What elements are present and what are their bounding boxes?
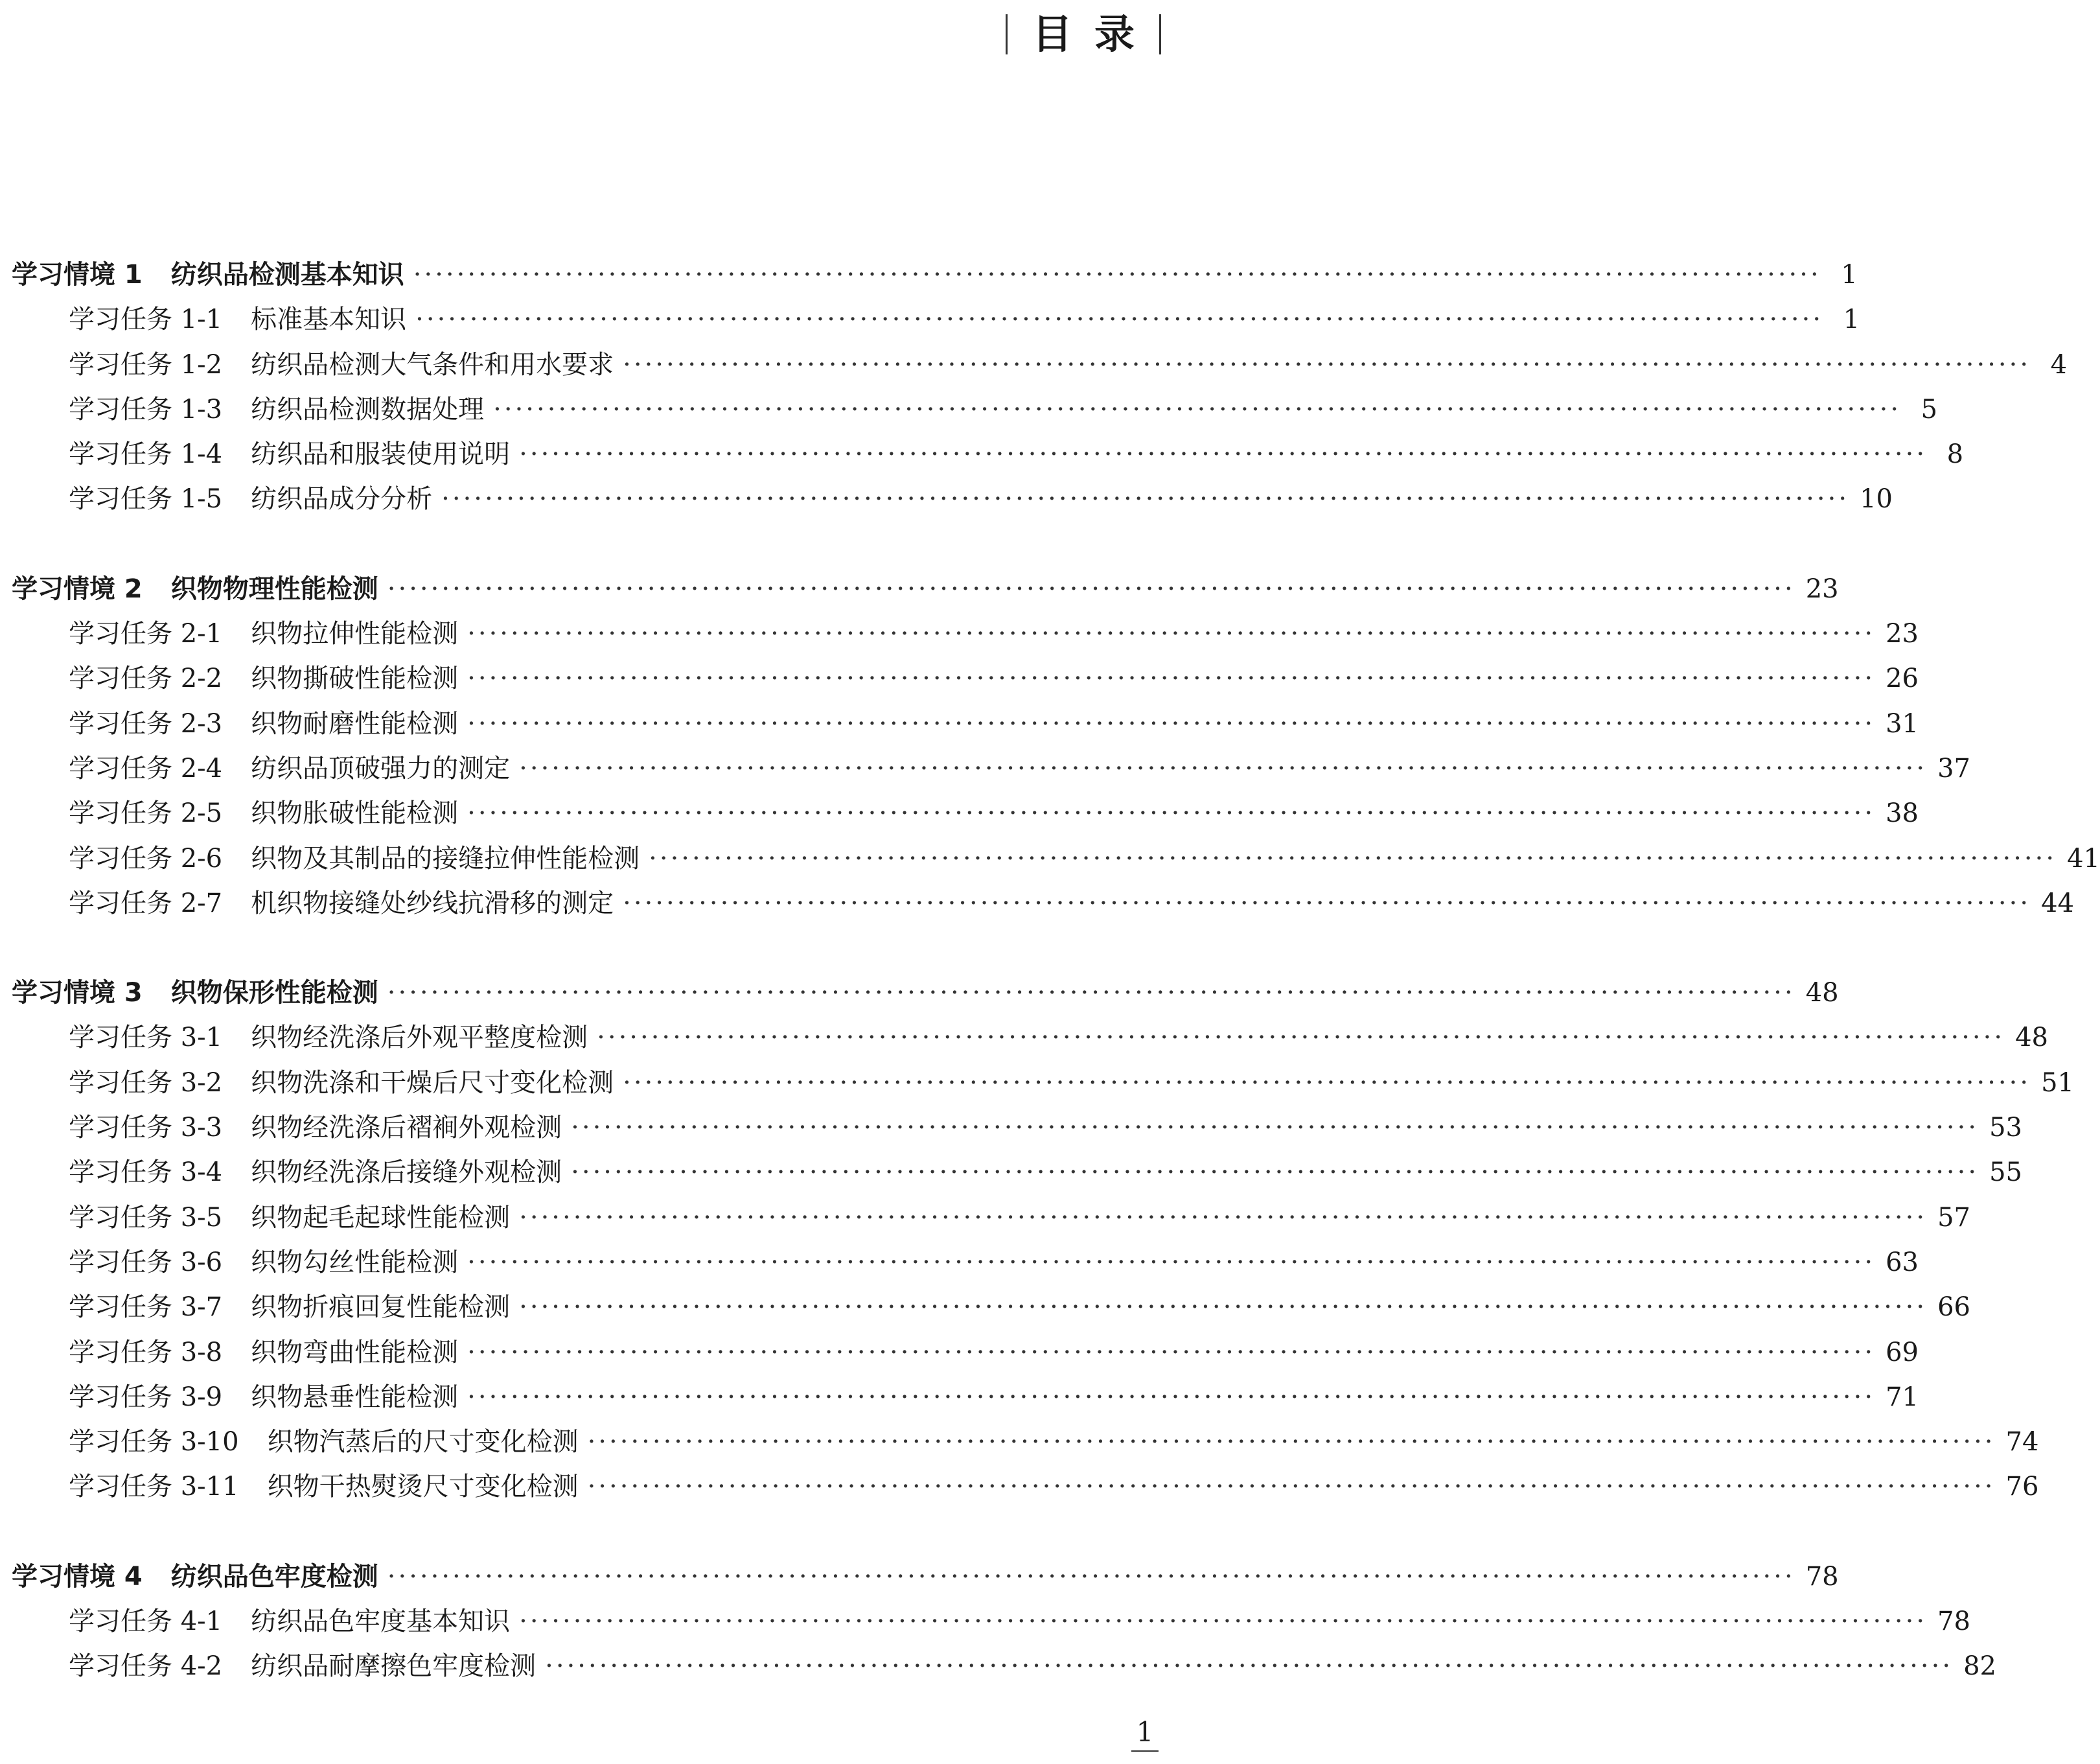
toc-task-page: 4 <box>2050 349 2068 380</box>
toc-task-page: 69 <box>1886 1337 1919 1367</box>
toc-task-number: 学习任务 2-2 <box>69 664 223 694</box>
toc-task[interactable] <box>12 837 2100 881</box>
toc-chapter-page: 48 <box>1805 978 1839 1008</box>
dot-leader: ·································································································································· <box>413 260 1821 290</box>
toc-task[interactable] <box>12 1015 2048 1060</box>
toc-task-title: 织物经洗涤后褶裥外观检测 <box>251 1113 562 1143</box>
toc-task-number: 学习任务 2-3 <box>69 708 223 739</box>
toc-task-title: 织物勾丝性能检测 <box>251 1247 459 1277</box>
toc-task-title: 织物悬垂性能检测 <box>251 1382 459 1412</box>
toc-task[interactable] <box>12 1330 1919 1375</box>
toc-chapter-number: 学习情境 4 <box>12 1561 143 1592</box>
toc-task-title: 织物胀破性能检测 <box>251 798 459 829</box>
toc-task-page: 44 <box>2041 888 2074 918</box>
toc-task-page: 41 <box>2067 843 2100 874</box>
toc-task-page: 8 <box>1946 439 1964 470</box>
toc-task[interactable] <box>12 1375 1919 1420</box>
dot-leader: ·································································································································· <box>623 888 2031 918</box>
toc-task-title: 织物洗涤和干燥后尺寸变化检测 <box>251 1067 614 1098</box>
table-of-contents <box>12 253 2100 1734</box>
toc-task[interactable] <box>12 791 1919 836</box>
toc-task-title: 织物拉伸性能检测 <box>251 619 459 649</box>
dot-leader: ·································································································································· <box>519 1607 1928 1637</box>
dot-leader: ·································································································································· <box>623 349 2031 380</box>
toc-chapter-title: 纺织品色牢度检测 <box>170 1561 378 1592</box>
toc-task[interactable] <box>12 477 1893 522</box>
toc-task-page: 31 <box>1886 708 1919 739</box>
dot-leader: ·································································································································· <box>415 305 1824 335</box>
toc-task[interactable] <box>12 1061 2074 1106</box>
toc-task-title: 织物撕破性能检测 <box>251 664 459 694</box>
toc-task[interactable] <box>12 1196 1970 1240</box>
toc-chapter-title: 织物物理性能检测 <box>170 574 378 604</box>
dot-leader: ·································································································································· <box>587 1472 1996 1502</box>
header-right-rule <box>1159 14 1161 54</box>
toc-task[interactable] <box>12 1240 1919 1285</box>
toc-task-page: 1 <box>1843 305 1860 335</box>
toc-task-title: 织物弯曲性能检测 <box>251 1337 459 1367</box>
toc-task-number: 学习任务 4-1 <box>69 1607 223 1637</box>
toc-task-number: 学习任务 1-4 <box>69 439 223 470</box>
page-title: 目录 <box>1032 10 1157 58</box>
toc-section <box>12 1555 1996 1689</box>
dot-leader: ·································································································································· <box>387 574 1795 604</box>
toc-task-page: 76 <box>2005 1472 2039 1502</box>
toc-chapter-number: 学习情境 1 <box>12 260 143 290</box>
toc-task-title: 纺织品检测数据处理 <box>251 394 485 424</box>
dot-leader: ·································································································································· <box>519 1202 1928 1233</box>
toc-task-title: 织物汽蒸后的尺寸变化检测 <box>267 1427 579 1457</box>
dot-leader: ·································································································································· <box>467 1382 1876 1412</box>
toc-task-title: 织物干热熨烫尺寸变化检测 <box>267 1472 579 1502</box>
toc-task[interactable] <box>12 747 1970 791</box>
dot-leader: ·································································································································· <box>387 978 1795 1008</box>
toc-task-title: 织物耐磨性能检测 <box>251 708 459 739</box>
dot-leader: ·································································································································· <box>623 1067 2031 1098</box>
toc-chapter-page: 1 <box>1841 260 1858 290</box>
toc-task-title: 纺织品顶破强力的测定 <box>251 753 511 783</box>
toc-task-page: 55 <box>1989 1157 2022 1188</box>
toc-task-number: 学习任务 3-6 <box>69 1247 223 1277</box>
toc-task-title: 机织物接缝处纱线抗滑移的测定 <box>251 888 614 918</box>
dot-leader: ·································································································································· <box>467 708 1876 739</box>
toc-task-title: 标准基本知识 <box>251 305 407 335</box>
toc-task[interactable] <box>12 297 1860 342</box>
page-number: 1 <box>1136 1716 1154 1748</box>
toc-task-page: 51 <box>2041 1067 2074 1098</box>
toc-section <box>12 971 2074 1510</box>
toc-task-page: 38 <box>1886 798 1919 829</box>
toc-task-number: 学习任务 3-10 <box>69 1427 239 1457</box>
dot-leader: ·································································································································· <box>467 1337 1876 1367</box>
toc-task-title: 纺织品和服装使用说明 <box>251 439 511 470</box>
toc-task[interactable] <box>12 343 2068 388</box>
toc-task[interactable] <box>12 702 1919 747</box>
toc-task-number: 学习任务 3-7 <box>69 1292 223 1323</box>
dot-leader: ·································································································································· <box>587 1427 1996 1457</box>
toc-task-page: 53 <box>1989 1113 2022 1143</box>
dot-leader: ·································································································································· <box>467 1247 1876 1277</box>
toc-task-page: 5 <box>1921 394 1938 424</box>
toc-task-number: 学习任务 3-4 <box>69 1157 223 1188</box>
toc-chapter-number: 学习情境 3 <box>12 978 143 1008</box>
dot-leader: ·································································································································· <box>571 1113 1979 1143</box>
toc-task-title: 织物及其制品的接缝拉伸性能检测 <box>251 843 640 874</box>
toc-task-page: 57 <box>1937 1202 1970 1233</box>
toc-task-title: 纺织品耐摩擦色牢度检测 <box>251 1651 537 1682</box>
dot-leader: ·································································································································· <box>519 753 1928 783</box>
toc-task-number: 学习任务 1-2 <box>69 349 223 380</box>
toc-task-page: 48 <box>2015 1023 2048 1053</box>
toc-task-title: 纺织品色牢度基本知识 <box>251 1607 511 1637</box>
toc-chapter-page: 23 <box>1805 574 1839 604</box>
toc-task-number: 学习任务 4-2 <box>69 1651 223 1682</box>
dot-leader: ·································································································································· <box>441 484 1850 515</box>
toc-task[interactable] <box>12 1106 2022 1150</box>
dot-leader: ·································································································································· <box>545 1651 1954 1682</box>
dot-leader: ·································································································································· <box>467 619 1876 649</box>
toc-chapter[interactable] <box>12 567 1839 612</box>
toc-task[interactable] <box>12 881 2074 926</box>
toc-task-number: 学习任务 3-9 <box>69 1382 223 1412</box>
toc-task-page: 10 <box>1860 484 1893 515</box>
toc-task-page: 74 <box>2005 1427 2039 1457</box>
toc-task[interactable] <box>12 656 1919 701</box>
toc-section <box>12 567 2100 926</box>
toc-chapter[interactable] <box>12 1555 1839 1599</box>
dot-leader: ·································································································································· <box>519 1292 1928 1323</box>
toc-task[interactable] <box>12 1420 2039 1465</box>
toc-task-number: 学习任务 3-3 <box>69 1113 223 1143</box>
toc-task-page: 66 <box>1937 1292 1970 1323</box>
toc-task-number: 学习任务 3-1 <box>69 1023 223 1053</box>
toc-chapter-page: 78 <box>1805 1561 1839 1592</box>
toc-task-title: 织物经洗涤后接缝外观检测 <box>251 1157 562 1188</box>
toc-task-title: 织物折痕回复性能检测 <box>251 1292 511 1323</box>
toc-chapter[interactable] <box>12 253 1858 297</box>
toc-chapter-title: 织物保形性能检测 <box>170 978 378 1008</box>
toc-task-page: 71 <box>1886 1382 1919 1412</box>
toc-task[interactable] <box>12 612 1919 656</box>
toc-task-number: 学习任务 2-6 <box>69 843 223 874</box>
toc-task-number: 学习任务 2-5 <box>69 798 223 829</box>
toc-task-title: 纺织品成分分析 <box>251 484 433 515</box>
dot-leader: ·································································································································· <box>467 664 1876 694</box>
toc-task-number: 学习任务 3-8 <box>69 1337 223 1367</box>
toc-task-title: 纺织品检测大气条件和用水要求 <box>251 349 614 380</box>
toc-task-number: 学习任务 2-4 <box>69 753 223 783</box>
toc-task-page: 37 <box>1937 753 1970 783</box>
toc-task-page: 23 <box>1886 619 1919 649</box>
toc-task-number: 学习任务 2-7 <box>69 888 223 918</box>
dot-leader: ·································································································································· <box>571 1157 1979 1188</box>
toc-task[interactable] <box>12 1150 2022 1195</box>
toc-task-number: 学习任务 1-1 <box>69 305 223 335</box>
toc-task-number: 学习任务 3-2 <box>69 1067 223 1098</box>
toc-task[interactable] <box>12 388 1938 432</box>
toc-chapter-number: 学习情境 2 <box>12 574 143 604</box>
toc-task-page: 26 <box>1886 664 1919 694</box>
toc-task[interactable] <box>12 1465 2039 1509</box>
toc-task-page: 78 <box>1937 1607 1970 1637</box>
toc-task[interactable] <box>12 432 1964 477</box>
toc-task[interactable] <box>12 1285 1970 1330</box>
toc-task-title: 织物经洗涤后外观平整度检测 <box>251 1023 588 1053</box>
dot-leader: ·································································································································· <box>519 439 1928 470</box>
dot-leader: ·································································································································· <box>597 1023 2005 1053</box>
dot-leader: ·································································································································· <box>649 843 2057 874</box>
dot-leader: ·································································································································· <box>387 1561 1795 1592</box>
toc-task-number: 学习任务 3-11 <box>69 1472 239 1502</box>
toc-section <box>12 253 2068 522</box>
page-header <box>1006 12 1161 57</box>
toc-task-number: 学习任务 2-1 <box>69 619 223 649</box>
toc-task-title: 织物起毛起球性能检测 <box>251 1202 511 1233</box>
toc-task-page: 82 <box>1963 1651 1996 1682</box>
dot-leader: ·································································································································· <box>467 798 1876 829</box>
toc-task-number: 学习任务 3-5 <box>69 1202 223 1233</box>
toc-task[interactable] <box>12 1644 1996 1689</box>
toc-chapter-title: 纺织品检测基本知识 <box>170 260 404 290</box>
toc-task-page: 63 <box>1886 1247 1919 1277</box>
page-folio <box>1131 1716 1159 1752</box>
dot-leader: ·································································································································· <box>493 394 1902 424</box>
toc-chapter[interactable] <box>12 971 1839 1015</box>
toc-task-number: 学习任务 1-3 <box>69 394 223 424</box>
toc-task-number: 学习任务 1-5 <box>69 484 223 515</box>
toc-task[interactable] <box>12 1599 1970 1644</box>
folio-underline <box>1131 1750 1159 1752</box>
